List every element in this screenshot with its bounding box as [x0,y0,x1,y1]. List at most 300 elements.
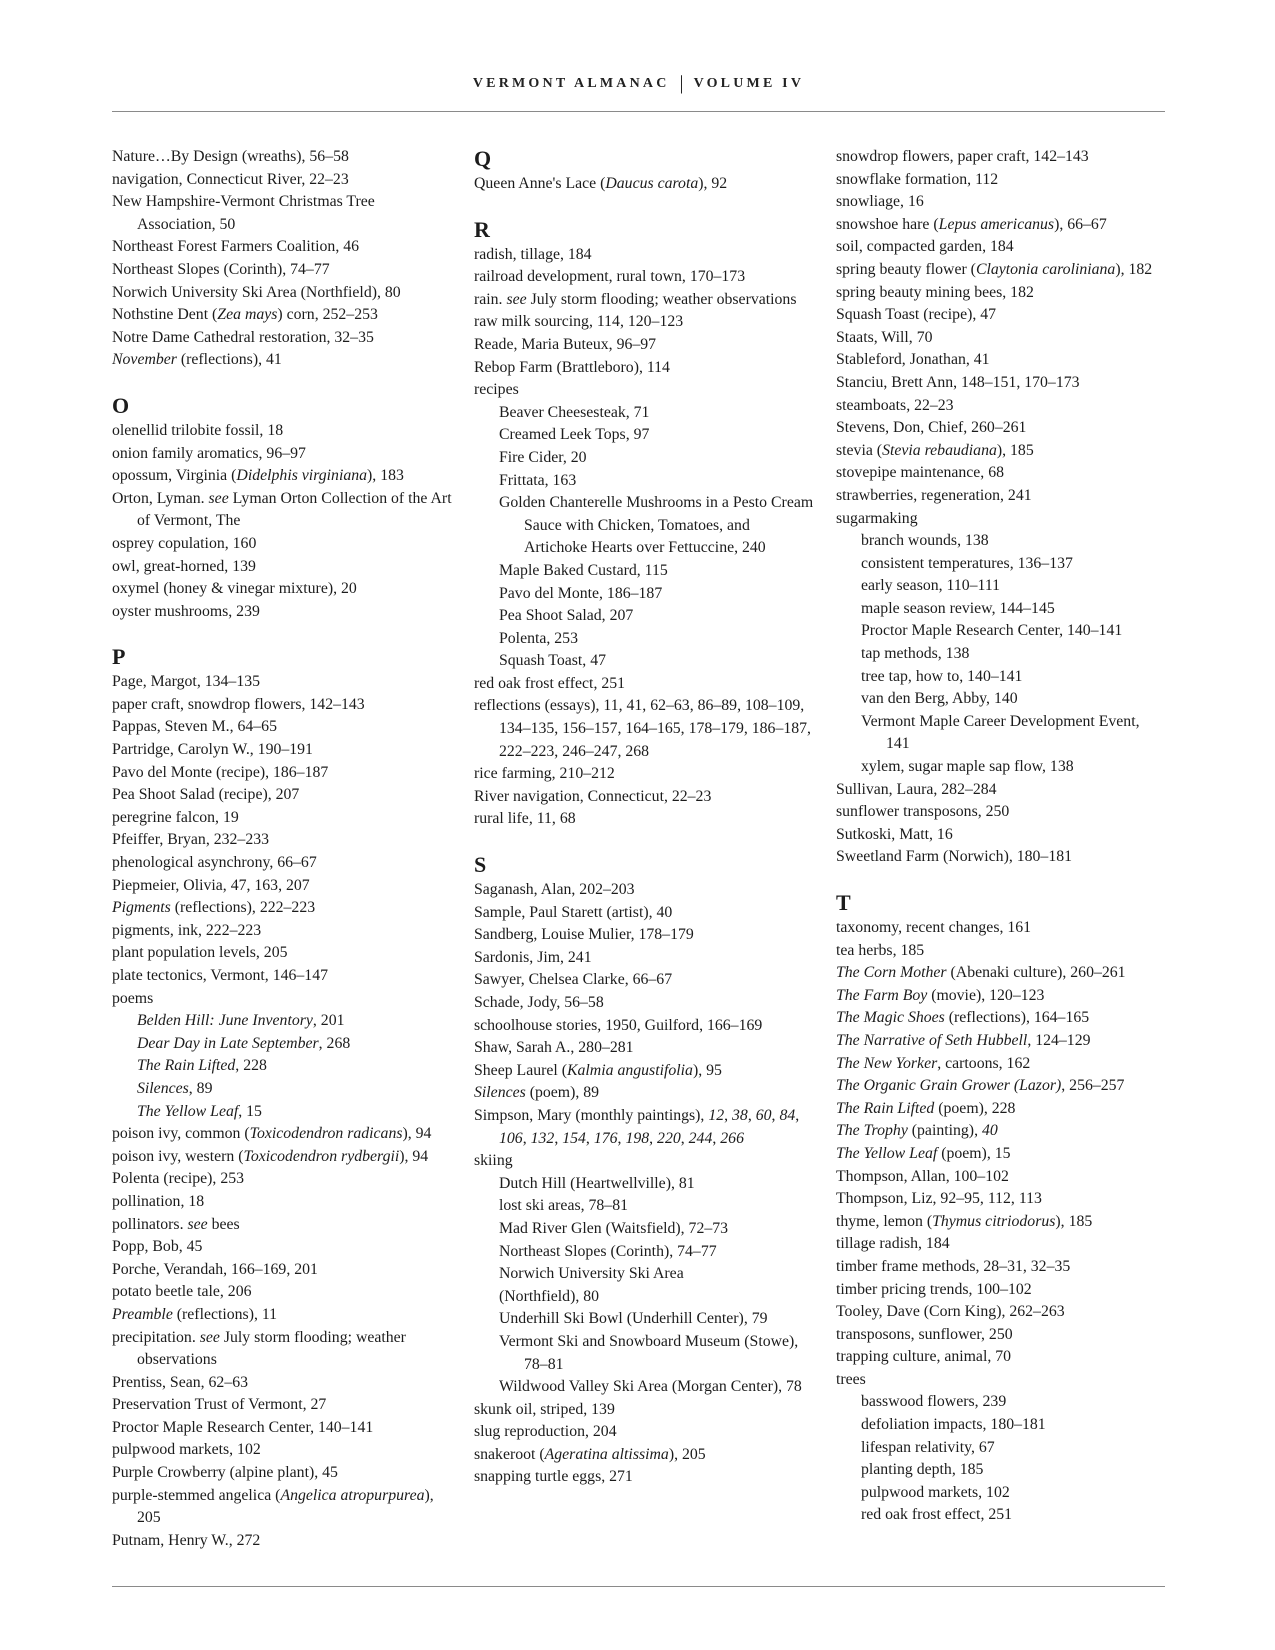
index-subentry [474,1308,814,1331]
index-entry [836,1120,1166,1143]
index-entry [474,289,814,312]
entry-text: ), 183 [367,467,404,485]
index-entry [112,920,452,943]
index-entry [836,824,1166,847]
header-title: VERMONT ALMANAC [472,76,670,91]
index-entry [112,327,452,350]
italic-text: 220 [657,1129,681,1147]
index-entry [474,379,814,402]
index-entry [474,695,814,763]
entry-text: Maple Baked Custard, 115 [499,561,668,579]
index-entry [836,940,1166,963]
index-subentry [474,605,814,628]
index-entry [474,266,814,289]
index-entry [112,169,452,192]
entry-text: navigation, Connecticut River, 22–23 [112,170,349,188]
index-subentry [836,1414,1166,1437]
entry-text: Sheep Laurel ( [474,1061,567,1079]
italic-text: see [208,489,229,507]
index-subentry [474,470,814,493]
index-entry [112,556,452,579]
index-subentry [836,688,1166,711]
entry-text: Creamed Leek Tops, 97 [499,426,650,444]
entry-text: Polenta, 253 [499,629,578,647]
index-entry [112,1281,452,1304]
entry-text: Pavo del Monte (recipe), 186–187 [112,763,329,781]
index-entry [836,146,1166,169]
index-entry [112,988,452,1011]
italic-text: Ageratina altissima [544,1445,669,1463]
entry-text: Wildwood Valley Ski Area (Morgan Center), 78 [499,1378,802,1396]
index-subentry [836,1391,1166,1414]
entry-text: Vermont Maple Career Development Event, 141 [861,712,1140,753]
index-entry [112,1236,452,1259]
index-subentry [474,628,814,651]
entry-text: Lyman Orton Collection of the Art of Vermont, The [137,489,452,530]
index-subentry [112,1078,452,1101]
entry-text: (Abenaki culture), 260–261 [946,964,1126,982]
entry-text: xylem, sugar maple sap flow, 138 [861,758,1074,776]
entry-text: ), 66–67 [1054,215,1107,233]
entry-text: , [795,1106,800,1124]
entry-text: taxonomy, recent changes, 161 [836,919,1032,936]
index-subentry [836,598,1166,621]
entry-text: Simpson, Mary (monthly paintings), [474,1106,709,1124]
entry-text: Nothstine Dent ( [112,306,218,324]
entry-text: Pavo del Monte, 186–187 [499,584,663,602]
index-entry [112,259,452,282]
entry-text: July storm flooding; weather observations [137,1328,406,1369]
entry-text: branch wounds, 138 [861,532,989,550]
entry-text: Proctor Maple Research Center, 140–141 [112,1418,374,1436]
entry-text: ), 94 [399,1147,429,1165]
entry-text: Prentiss, Sean, 62–63 [112,1373,249,1391]
index-entry [474,1421,814,1444]
index-entry [836,440,1166,463]
entry-text: Thompson, Allan, 100–102 [836,1167,1009,1185]
index-entry [836,372,1166,395]
entry-text: Northeast Slopes (Corinth), 74–77 [112,260,330,278]
index-subentry [474,1331,814,1376]
index-subentry [474,1173,814,1196]
index-entry [836,1098,1166,1121]
index-entry [836,1369,1166,1392]
entry-text: ), 92 [698,175,728,192]
index-letter-heading: S [474,852,487,878]
entry-text: (Northfield), 80 [499,1287,600,1305]
index-subentry [112,1055,452,1078]
entry-text: rural life, 11, 68 [474,810,576,828]
index-entry [112,852,452,875]
index-subentry [836,1459,1166,1482]
index-entry [836,1346,1166,1369]
index-entry [836,327,1166,350]
italic-text: 132 [530,1129,555,1147]
entry-text: pulpwood markets, 102 [861,1483,1010,1501]
entry-text: Stableford, Jonathan, 41 [836,351,990,369]
index-entry [474,357,814,380]
index-subentry [474,402,814,425]
entry-text: owl, great-horned, 139 [112,557,256,575]
italic-text: 84 [779,1106,796,1124]
entry-text: , 228 [235,1057,267,1075]
entry-text: Norwich University Ski Area (Northfield), 80 [112,283,401,301]
italic-text: 38 [732,1106,748,1124]
entry-text: , 15 [238,1102,262,1120]
entry-text: steamboats, 22–23 [836,396,954,414]
index-subentry [474,650,814,673]
entry-text: spring beauty mining bees, 182 [836,283,1034,301]
italic-text: see [506,290,527,308]
index-subentry [112,1010,452,1033]
entry-text: basswood flowers, 239 [861,1393,1007,1411]
italic-text: 40 [981,1122,998,1140]
italic-text: Preamble [112,1305,173,1323]
italic-text: 106 [499,1129,523,1147]
index-subentry [474,1376,814,1399]
index-entry [474,947,814,970]
index-entry [474,244,814,267]
entry-text: Sutkoski, Matt, 16 [836,825,953,843]
entry-text: rain. [474,290,507,308]
entry-text: , [585,1129,594,1147]
index-entry [836,1324,1166,1347]
index-entry [112,236,452,259]
index-entry [836,1211,1166,1234]
index-entry [112,716,452,739]
index-entry [112,420,452,443]
italic-text: The Trophy [836,1122,908,1140]
entry-text: poison ivy, western ( [112,1147,244,1165]
index-subentry [836,666,1166,689]
entry-text: Staats, Will, 70 [836,328,933,346]
entry-text: maple season review, 144–145 [861,599,1055,617]
entry-text: reflections (essays), 11, 41, 62–63, 86–89, 108–109, 134–135, 156–157, 164–165, 178–179, 186–187, 222–223, 246–247, 268 [474,697,811,760]
italic-text: The Narrative of Seth Hubbell [836,1031,1028,1049]
italic-text: The Rain Lifted [836,1099,935,1117]
index-entry [112,1485,452,1530]
entry-text: Northeast Slopes (Corinth), 74–77 [499,1242,717,1260]
italic-text: Silences [474,1084,526,1102]
entry-text: Queen Anne's Lace ( [474,175,606,192]
entry-text: ), 205 [668,1445,706,1463]
index-subentry [474,1218,814,1241]
index-entry [836,1143,1166,1166]
italic-text: Thymus citriodorus [932,1212,1056,1230]
entry-text: poems [112,989,154,1007]
entry-text: , [771,1106,780,1124]
index-entry [836,191,1166,214]
entry-text: tillage radish, 184 [836,1235,950,1253]
entry-text: Nature…By Design (wreaths), 56–58 [112,148,349,165]
entry-text: defoliation impacts, 180–181 [861,1416,1046,1434]
index-entry [112,1327,452,1372]
italic-text: 12 [708,1106,725,1124]
entry-text: New Hampshire-Vermont Christmas Tree Association, 50 [112,193,375,233]
italic-text: Zea mays [217,306,278,324]
index-entry [112,897,452,920]
entry-text: schoolhouse stories, 1950, Guilford, 166–169 [474,1016,763,1034]
italic-text: Dear Day in Late September [137,1034,319,1052]
entry-text: oxymel (honey & vinegar mixture), 20 [112,580,357,598]
index-entry [112,1304,452,1327]
index-entry [112,807,452,830]
index-entry [474,1060,814,1083]
entry-text: bees [207,1215,240,1233]
index-subentry [474,424,814,447]
index-subentry [474,1241,814,1264]
entry-text: railroad development, rural town, 170–173 [474,268,746,286]
entry-text: Pea Shoot Salad (recipe), 207 [112,786,300,804]
index-entry [836,236,1166,259]
entry-text: , 124–129 [1027,1031,1091,1049]
index-entry [112,1168,452,1191]
entry-text: stevia ( [836,441,883,459]
entry-text: tap methods, 138 [861,645,970,663]
italic-text: Claytonia caroliniana [975,260,1116,278]
entry-text: Page, Margot, 134–135 [112,673,261,691]
italic-text: Pigments [112,899,171,917]
entry-text: red oak frost effect, 251 [861,1506,1013,1524]
entry-text: River navigation, Connecticut, 22–23 [474,787,712,805]
entry-text: olenellid trilobite fossil, 18 [112,421,284,439]
index-entry [474,334,814,357]
italic-text: The Yellow Leaf [836,1144,938,1162]
entry-text: Stevens, Don, Chief, 260–261 [836,419,1027,437]
entry-text: opossum, Virginia ( [112,467,237,485]
italic-text: see [199,1328,220,1346]
index-subentry [836,620,1166,643]
entry-text: Pfeiffer, Bryan, 232–233 [112,831,270,849]
entry-text: Sweetland Farm (Norwich), 180–181 [836,848,1073,866]
italic-text: Angelica atropurpurea [280,1486,425,1504]
italic-text: The Organic Grain Grower (Lazor) [836,1077,1062,1095]
index-entry [836,1030,1166,1053]
entry-text: Schade, Jody, 56–58 [474,994,604,1011]
entry-text: stovepipe maintenance, 68 [836,464,1005,482]
entry-text: planting depth, 185 [861,1461,984,1479]
entry-text: Sardonis, Jim, 241 [474,948,592,966]
entry-text: Tooley, Dave (Corn King), 262–263 [836,1303,1065,1321]
italic-text: Toxicodendron rydbergii [243,1147,400,1165]
italic-text: November [112,351,177,369]
italic-text: Toxicodendron radicans [249,1125,403,1143]
index-entry [474,1444,814,1467]
entry-text: oyster mushrooms, 239 [112,602,260,620]
entry-text: purple-stemmed angelica ( [112,1486,281,1504]
index-entry [474,1399,814,1422]
entry-text: ), 94 [402,1125,432,1143]
index-entry [112,443,452,466]
index-entry [112,1146,452,1169]
index-letter-heading: Q [474,146,492,171]
index-entry [474,1037,814,1060]
index-entry [836,1301,1166,1324]
index-entry [112,1191,452,1214]
entry-text: Pappas, Steven M., 64–65 [112,718,277,736]
entry-text: Piepmeier, Olivia, 47, 163, 207 [112,876,310,894]
entry-text: ), 185 [1055,1212,1093,1230]
entry-text: Reade, Maria Buteux, 96–97 [474,335,657,353]
entry-text: , [522,1129,531,1147]
index-entry [474,673,814,696]
entry-text: Purple Crowberry (alpine plant), 45 [112,1464,338,1482]
index-entry [836,801,1166,824]
italic-text: The Magic Shoes [836,1009,945,1027]
index-entry [112,829,452,852]
italic-text: 266 [720,1129,744,1147]
entry-text: lifespan relativity, 67 [861,1438,995,1456]
entry-text: Popp, Bob, 45 [112,1238,203,1256]
index-entry [836,1075,1166,1098]
index-subentry [836,1482,1166,1505]
index-subentry [112,1101,452,1124]
index-entry [112,488,452,533]
entry-text: , 89 [188,1079,213,1097]
index-entry [836,417,1166,440]
entry-text: Northeast Forest Farmers Coalition, 46 [112,238,360,256]
index-entry [112,965,452,988]
entry-text: sunflower transposons, 250 [836,803,1010,821]
entry-text: thyme, lemon ( [836,1212,933,1230]
entry-text: , [747,1106,756,1124]
entry-text: Underhill Ski Bowl (Underhill Center), 79 [499,1310,768,1328]
italic-text: The Farm Boy [836,986,928,1004]
index-entry [112,739,452,762]
index-entry [112,1530,452,1553]
index-entry [112,282,452,305]
entry-text: Sullivan, Laura, 282–284 [836,780,997,798]
entry-text: (reflections), 222–223 [170,899,316,917]
index-entry [474,763,814,786]
entry-text: snowliage, 16 [836,193,924,211]
entry-text: Stanciu, Brett Ann, 148–151, 170–173 [836,373,1080,391]
index-entry [112,875,452,898]
index-column-1 [112,146,452,1552]
index-entry [836,1233,1166,1256]
index-subentry [836,711,1166,756]
index-subentry [836,1437,1166,1460]
index-entry [112,191,452,236]
italic-text: 198 [625,1129,650,1147]
index-entry [836,282,1166,305]
italic-text: 60 [755,1106,772,1124]
entry-text: tea herbs, 185 [836,941,925,959]
index-entry [836,1188,1166,1211]
entry-text: (poem), 228 [934,1099,1016,1117]
index-entry [112,762,452,785]
entry-text: Norwich University Ski Area [499,1265,684,1283]
entry-text: , 256–257 [1061,1077,1125,1095]
entry-text: Thompson, Liz, 92–95, 112, 113 [836,1190,1042,1208]
header-rule [112,111,1165,112]
entry-text: Preservation Trust of Vermont, 27 [112,1396,327,1414]
entry-text: snakeroot ( [474,1445,545,1463]
entry-text: snowdrop flowers, paper craft, 142–143 [836,148,1089,165]
index-subentry [836,1504,1166,1527]
footer-rule [112,1586,1165,1587]
entry-text: Partridge, Carolyn W., 190–191 [112,741,313,759]
index-entry [112,533,452,556]
index-entry [836,1256,1166,1279]
entry-text: Fire Cider, 20 [499,448,587,466]
entry-text: Golden Chanterelle Mushrooms in a Pesto Cream Sauce with Chicken, Tomatoes, and Artichoke Hearts over Fettuccine, 240 [499,494,814,557]
entry-text: , [554,1129,563,1147]
header-separator: | [679,72,684,94]
italic-text: Daucus carota [605,175,699,192]
index-entry [836,259,1166,282]
index-subentry [474,560,814,583]
entry-text: red oak frost effect, 251 [474,674,626,692]
entry-text: snowflake formation, 112 [836,170,999,188]
entry-text: ), 182 [1115,260,1153,278]
italic-text: see [187,1215,208,1233]
running-header [112,70,1165,93]
italic-text: Lepus americanus [938,215,1055,233]
entry-text: precipitation. [112,1328,200,1346]
index-subentry [474,583,814,606]
entry-text: , 201 [312,1012,345,1030]
entry-text: (poem), 15 [937,1144,1011,1162]
index-entry [112,1214,452,1237]
index-entry [112,601,452,624]
index-subentry [474,1263,814,1286]
entry-text: skunk oil, striped, 139 [474,1400,615,1418]
entry-text: trees [836,1370,866,1388]
entry-text: raw milk sourcing, 114, 120–123 [474,313,684,331]
entry-text: consistent temperatures, 136–137 [861,554,1073,572]
index-subentry [836,756,1166,779]
index-entry [112,304,452,327]
index-entry [112,349,452,372]
entry-text: , [724,1106,733,1124]
entry-text: plate tectonics, Vermont, 146–147 [112,967,328,984]
entry-text: Orton, Lyman. [112,489,209,507]
entry-text: Frittata, 163 [499,471,577,489]
index-entry [836,214,1166,237]
index-letter-heading: T [836,890,851,915]
entry-text: (reflections), 41 [176,351,282,369]
index-entry [474,173,814,196]
index-entry [836,846,1166,869]
entry-text: (movie), 120–123 [927,986,1045,1004]
index-column-2 [474,146,814,1489]
entry-text: Shaw, Sarah A., 280–281 [474,1039,634,1057]
italic-text: Kalmia angustifolia [566,1061,693,1079]
index-entry [836,779,1166,802]
index-entry [836,485,1166,508]
index-entry [474,1105,814,1150]
entry-text: Pea Shoot Salad, 207 [499,607,634,625]
index-entry [836,1279,1166,1302]
index-entry [836,1166,1166,1189]
index-entry [474,879,814,902]
entry-text: Putnam, Henry W., 272 [112,1531,261,1549]
index-subentry [836,530,1166,553]
entry-text: transposons, sunflower, 250 [836,1325,1013,1343]
entry-text: rice farming, 210–212 [474,765,615,783]
index-entry [474,1082,814,1105]
italic-text: 176 [593,1129,618,1147]
entry-text: Beaver Cheesesteak, 71 [499,403,650,421]
index-entry [474,786,814,809]
entry-text: Vermont Ski and Snowboard Museum (Stowe), 78–81 [499,1332,799,1373]
index-entry [836,1053,1166,1076]
index-subentry [474,447,814,470]
index-subentry [474,1195,814,1218]
entry-text: potato beetle tale, 206 [112,1283,252,1301]
entry-text: Mad River Glen (Waitsfield), 72–73 [499,1219,729,1237]
